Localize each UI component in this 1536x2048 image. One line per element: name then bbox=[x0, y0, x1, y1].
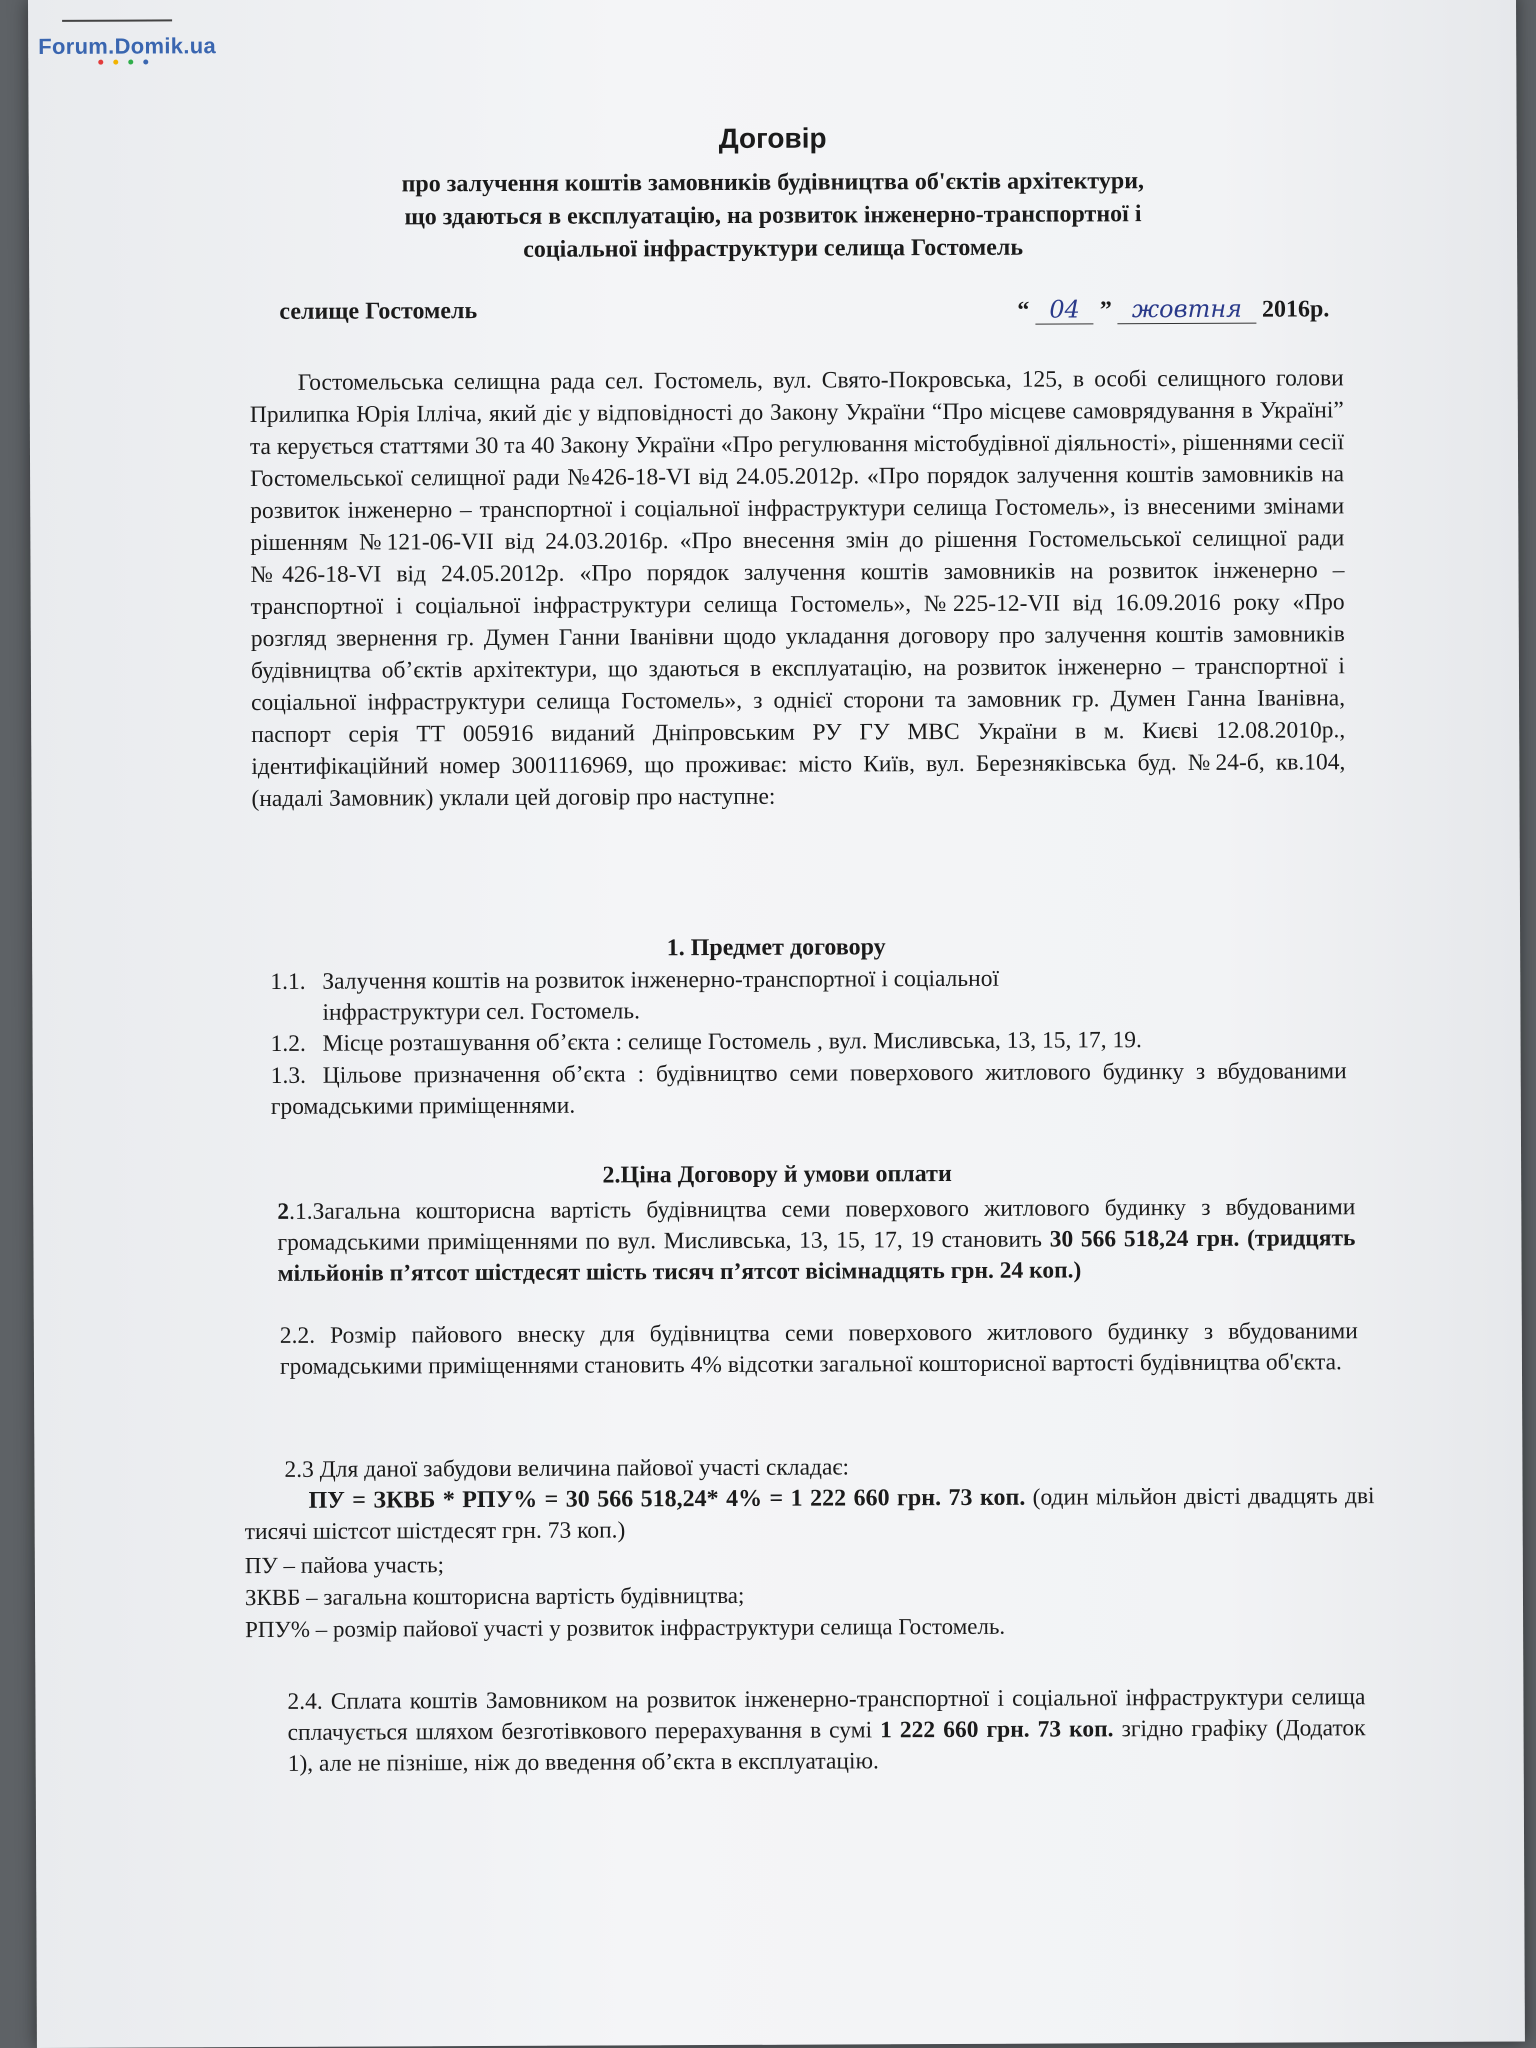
document-page bbox=[28, 0, 1525, 2048]
watermark-dot bbox=[128, 60, 133, 65]
share-formula bbox=[244, 1481, 1374, 1548]
subtitle-line: соціальної інфраструктури селища Гостомель bbox=[523, 234, 1024, 263]
place-date-line bbox=[279, 294, 1329, 326]
watermark-dot bbox=[98, 60, 103, 65]
total-cost: 30 566 518,24 грн. (тридцять мільйонів п’ятсот шістдесят шість тисяч п’ятсот вісімнадцять грн. 24 коп.) bbox=[277, 1225, 1356, 1287]
clause-continuation: інфраструктури сел. Гостомель. bbox=[322, 998, 640, 1026]
clause-text: 2.4. Сплата коштів Замовником на розвиток інженерно-транспортної і соціальної інфраструктури селища сплачується шляхом безготівкового перерахування в сумі bbox=[287, 1684, 1366, 1746]
clause-text: .1.Загальна кошторисна вартість будівництва семи поверхового житлового будинку з вбудованими громадськими приміщеннями по вул. Мисливська, 13, 15, 17, 19 становить bbox=[277, 1194, 1356, 1256]
subtitle-line: що здаються в експлуатацію, на розвиток інженерно-транспортної і bbox=[404, 201, 1142, 231]
contract-date bbox=[1017, 294, 1329, 324]
definition: ПУ – пайова участь; bbox=[244, 1552, 445, 1579]
clause-2-4 bbox=[287, 1682, 1365, 1780]
clause-number: 2 bbox=[277, 1198, 290, 1225]
formula-words: (один мільйон двісті двадцять дві тисячі шістсот шістдесят грн. 73 коп.) bbox=[244, 1483, 1375, 1546]
clause-2-2: 2.2. Розмір пайового внеску для будівництва семи поверхового житлового будинку з вбудованими громадськими приміщеннями становить 4% відсотки загальної кошторисної вартості будівництва об'єкта. bbox=[279, 1318, 1358, 1380]
clause-2-1 bbox=[277, 1192, 1355, 1290]
clause-number: 1.1. bbox=[270, 968, 306, 995]
clause-number: 1.2. bbox=[270, 1030, 306, 1057]
top-rule bbox=[62, 19, 172, 21]
date-mid-quote: ” bbox=[1099, 297, 1112, 324]
document-title: Договір bbox=[718, 122, 827, 154]
clause-number: 1.3. bbox=[270, 1062, 307, 1089]
watermark-dot bbox=[113, 60, 118, 65]
definition: ЗКВБ – загальна кошторисна вартість будівництва; bbox=[244, 1582, 745, 1611]
clause-1-2 bbox=[270, 1024, 1346, 1060]
intro-paragraph: Гостомельська селищна рада сел. Гостомель, вул. Свято-Покровська, 125, в особі селищного голови Прилипка Юрія Ілліча, який діє у відповідності до Закону України “Про місцеве самоврядування в Україні” та керується статтями 30 та 40 Закону України «Про регулювання містобудівної діяльності», рішеннями сесії Гостомельської селищної ради №426-18-VI від 24.05.2012р. «Про порядок залучення коштів замовників на розвиток інженерно – транспортної і соціальної інфраструктури селища Гостомель», із внесеними змінами рішенням №121-06-VII від 24.03.2016р. «Про внесення змін до рішення Гостомельської селищної ради №426-18-VI від 24.05.2012р. «Про порядок залучення коштів замовників на розвиток інженерно – транспортної і соціальної інфраструктури селища Гостомель», №225-12-VII від 16.09.2016 року «Про розгляд звернення гр. Думен Ганни Іванівни щодо укладання договору про залучення коштів замовників будівництва об’єктів архітектури, що здаються в експлуатацію, на розвиток інженерно – транспортної і соціальної інфраструктури селища Гостомель», з однієї сторони та замовник гр. Думен Ганна Іванівна, паспорт серія ТТ 005916 виданий Дніпровським РУ ГУ МВС України в м. Києві 12.08.2010р., ідентифікаційний номер 3001116969, що проживає: місто Київ, вул. Березняківська буд. №24-б, кв.104, (надалі Замовник) уклали цей договір про наступне: bbox=[249, 365, 1346, 813]
subtitle-line: про залучення коштів замовників будівництва об'єктів архітектури, bbox=[401, 168, 1145, 198]
definition: РПУ% – розмір пайової участі у розвиток інфраструктури селища Гостомель. bbox=[245, 1613, 1006, 1643]
document-subtitle bbox=[29, 164, 1517, 269]
date-year: 2016р. bbox=[1261, 296, 1330, 323]
handwritten-month: жовтня bbox=[1118, 295, 1256, 325]
clause-text-end: згідно графіку (Додаток 1), але не пізніше, ніж до введення об’єкта в експлуатацію. bbox=[287, 1715, 1366, 1777]
formula-expression: ПУ = ЗКВБ * РПУ% = 30 566 518,24* 4% = 1 222 660 грн. 73 коп. bbox=[308, 1484, 1026, 1514]
place-name: селище Гостомель bbox=[279, 298, 478, 325]
clause-text: Цільове призначення об’єкта : будівництво семи поверхового житлового будинку з вбудованими громадськими приміщеннями. bbox=[270, 1058, 1347, 1120]
watermark-logo: Forum.Domik.ua bbox=[38, 33, 217, 59]
watermark-dot bbox=[143, 59, 148, 64]
date-open-quote: “ bbox=[1017, 297, 1030, 324]
clause-text: Залучення коштів на розвиток інженерно-транспортної і соціальної bbox=[322, 965, 1000, 995]
section-1-title: 1. Предмет договору bbox=[666, 934, 886, 962]
payment-amount: 1 222 660 грн. 73 коп. bbox=[880, 1716, 1114, 1744]
clause-text: Місце розташування об’єкта : селище Гостомель , вул. Мисливська, 13, 15, 17, 19. bbox=[322, 1027, 1142, 1057]
section-2-title: 2.Ціна Договору й умови оплати bbox=[602, 1160, 952, 1189]
clause-1-1 bbox=[270, 962, 1346, 1029]
clause-1-3 bbox=[271, 1056, 1347, 1123]
watermark-dots bbox=[98, 59, 148, 64]
handwritten-day: 04 bbox=[1035, 295, 1094, 324]
clause-2-3: 2.3 Для даної забудови величина пайової участі складає: bbox=[284, 1454, 850, 1483]
